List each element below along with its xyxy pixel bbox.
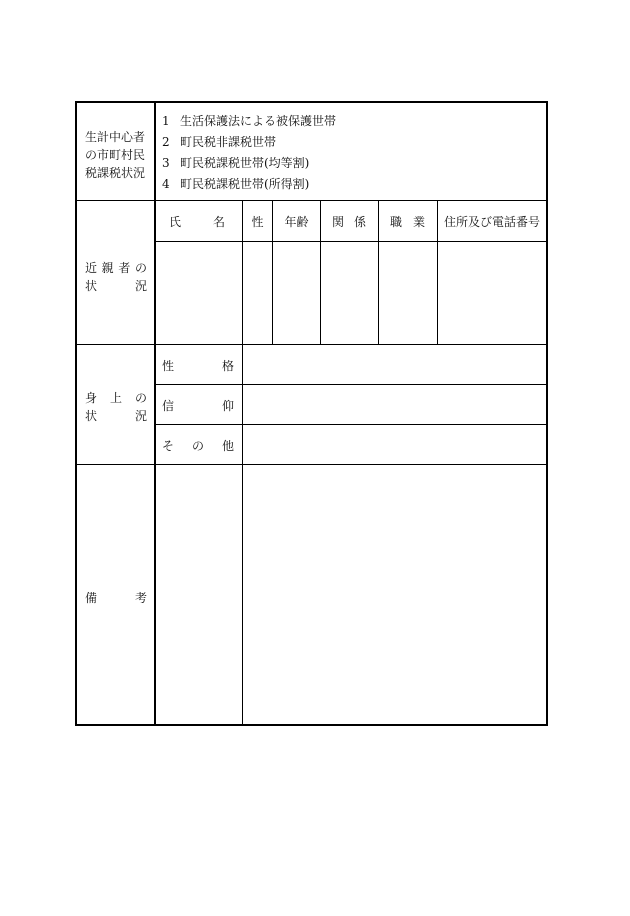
label-char: 者 bbox=[118, 261, 131, 275]
header-char: 業 bbox=[412, 215, 425, 229]
relatives-label-line2 bbox=[85, 277, 147, 295]
tax-option-number: 1 bbox=[162, 114, 170, 128]
header-char: 職 bbox=[390, 215, 403, 229]
col-header-name bbox=[169, 214, 225, 230]
label-char: 身 bbox=[85, 391, 98, 405]
label-char: 備 bbox=[85, 591, 98, 605]
tax-option-number: 3 bbox=[162, 156, 170, 170]
divider-personal-remarks bbox=[77, 464, 546, 465]
personal-label-line1 bbox=[85, 389, 147, 407]
personal-row-belief bbox=[162, 398, 234, 414]
header-char: 関 bbox=[332, 215, 345, 229]
col-header-relation bbox=[332, 214, 366, 230]
personal-row-character bbox=[162, 358, 234, 374]
label-char: 考 bbox=[134, 591, 147, 605]
label-char: の bbox=[134, 261, 147, 275]
divider-personal-row1 bbox=[155, 384, 546, 385]
divider-personal-row2 bbox=[155, 424, 546, 425]
subcolumn-divider bbox=[242, 200, 243, 724]
label-char: 親 bbox=[101, 261, 114, 275]
row-char: 他 bbox=[221, 439, 234, 453]
row-char: 仰 bbox=[221, 399, 234, 413]
tax-status-label bbox=[85, 128, 145, 182]
header-char: 氏 bbox=[169, 215, 182, 229]
form-table bbox=[75, 101, 548, 726]
tax-status-label-line: 税課税状況 bbox=[85, 166, 146, 180]
label-char: 況 bbox=[134, 279, 147, 293]
col-header-sex: 性 bbox=[251, 215, 264, 229]
label-char: 上 bbox=[109, 391, 122, 405]
label-char: の bbox=[134, 391, 147, 405]
row-char: 信 bbox=[162, 399, 175, 413]
col-divider-relation-occupation bbox=[378, 200, 379, 344]
divider-relatives-personal bbox=[77, 344, 546, 345]
tax-option-text: 町民税非課税世帯 bbox=[180, 135, 277, 149]
personal-label bbox=[85, 389, 147, 425]
row-char: 格 bbox=[221, 359, 234, 373]
tax-option-1 bbox=[162, 113, 336, 129]
tax-status-label-line: 生計中心者 bbox=[85, 130, 146, 144]
tax-option-2 bbox=[162, 134, 276, 150]
col-header-occupation bbox=[390, 214, 425, 230]
tax-status-label-line: の市町村民 bbox=[85, 148, 146, 162]
relatives-label-line1 bbox=[85, 259, 147, 277]
relatives-label bbox=[85, 259, 147, 295]
label-char: 近 bbox=[85, 261, 98, 275]
col-header-age: 年齢 bbox=[284, 215, 309, 229]
label-column-divider bbox=[154, 103, 156, 724]
tax-option-4 bbox=[162, 176, 309, 192]
row-char: そ bbox=[162, 439, 175, 453]
personal-label-line2 bbox=[85, 407, 147, 425]
tax-option-number: 2 bbox=[162, 135, 170, 149]
personal-row-other bbox=[162, 438, 234, 454]
tax-option-3 bbox=[162, 155, 309, 171]
row-char: 性 bbox=[162, 359, 175, 373]
col-header-address: 住所及び電話番号 bbox=[443, 215, 540, 229]
label-char: 状 bbox=[85, 409, 98, 423]
tax-option-number: 4 bbox=[162, 177, 170, 191]
tax-option-text: 生活保護法による被保護世帯 bbox=[180, 114, 337, 128]
header-char: 名 bbox=[212, 215, 225, 229]
tax-option-text: 町民税課税世帯(所得割) bbox=[180, 177, 310, 191]
row-char: の bbox=[191, 439, 204, 453]
divider-relatives-header bbox=[155, 241, 546, 242]
divider-tax-relatives bbox=[77, 200, 546, 201]
label-char: 況 bbox=[134, 409, 147, 423]
col-divider-age-relation bbox=[320, 200, 321, 344]
header-char: 係 bbox=[353, 215, 366, 229]
tax-option-text: 町民税課税世帯(均等割) bbox=[180, 156, 310, 170]
label-char: 状 bbox=[85, 279, 98, 293]
remarks-label bbox=[85, 589, 147, 607]
